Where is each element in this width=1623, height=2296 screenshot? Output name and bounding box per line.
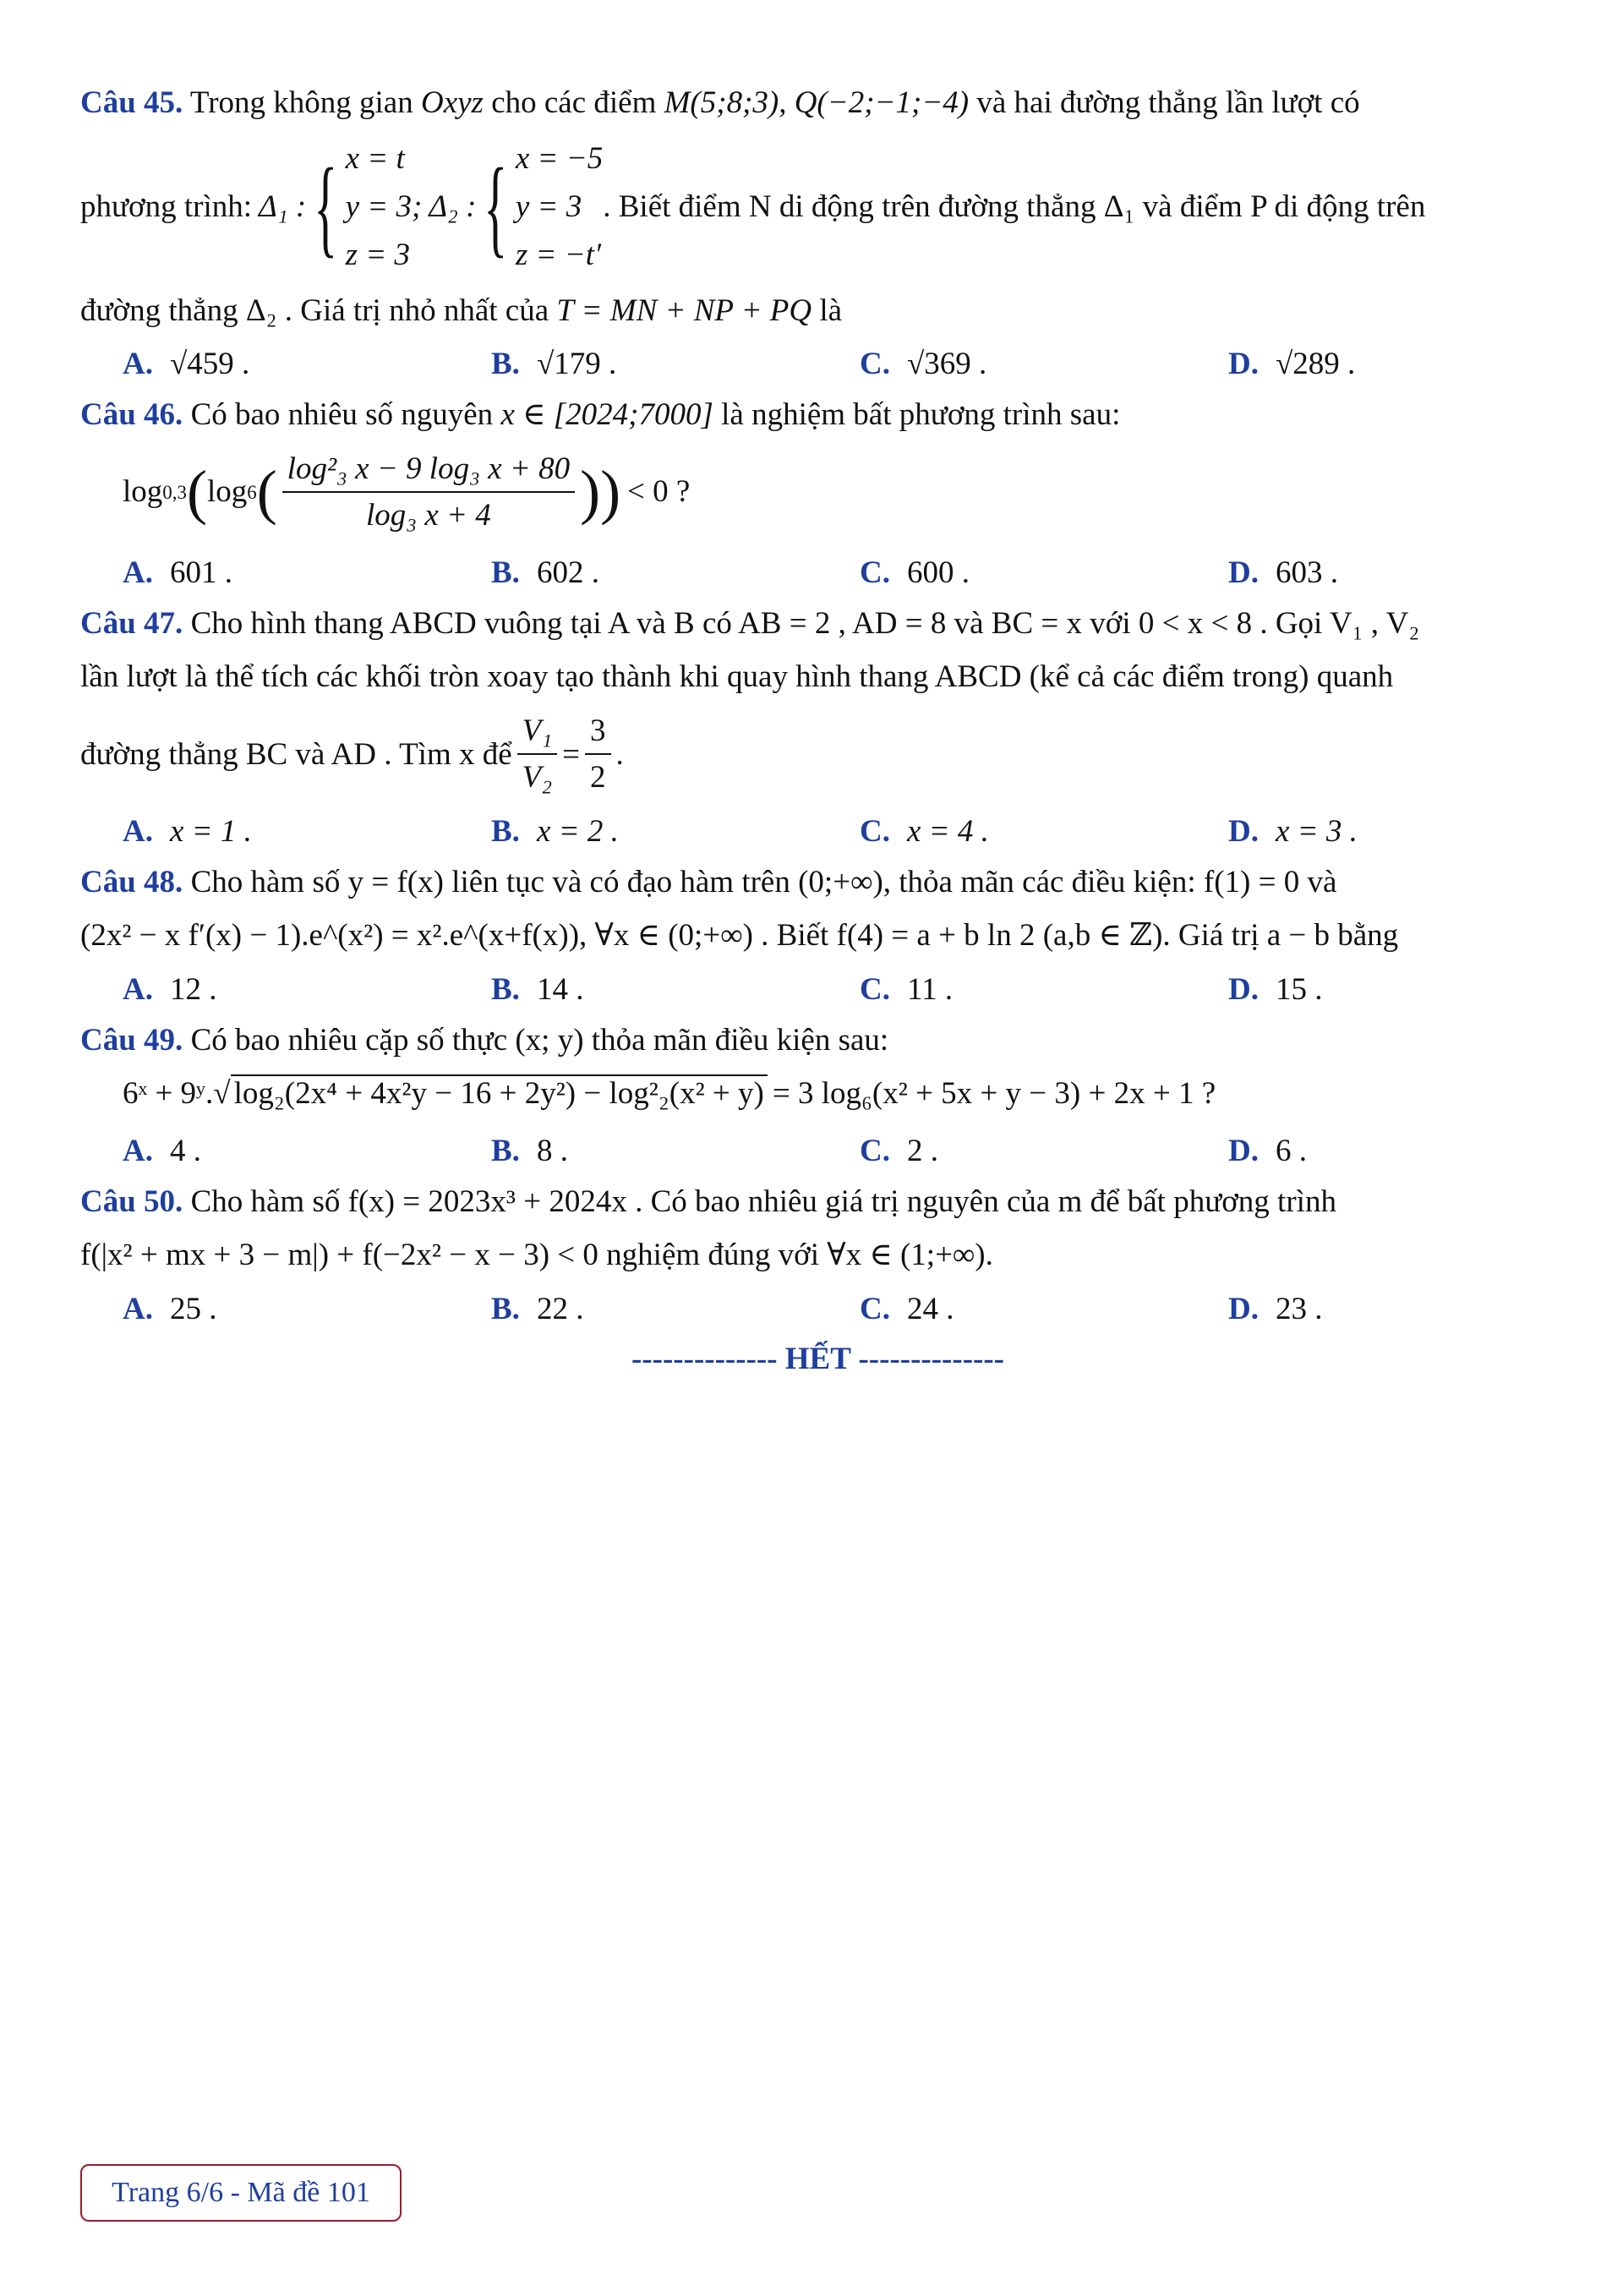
q47-text: lần lượt là thể tích các khối tròn xoay tạo thành khi quay hình thang ABCD (kể cả các điểm trong) quanh: [80, 659, 1394, 695]
log-outer: log: [123, 474, 163, 510]
line-delta-1-system: [306, 134, 422, 280]
q46-inequality: log 0,3 ( log 6 ( $\frac{\text{log²₃ x − 9 log₃ x + 80}}{\text{log₃ x + 4}}$ )) < 0 ?: [123, 446, 1555, 538]
log-outer-base: 0,3: [162, 481, 187, 503]
q50-text: Cho hàm số f(x) = 2023x³ + 2024x . Có bao nhiêu giá trị nguyên của m để bất phương trình: [183, 1184, 1336, 1219]
q45-text: đường thẳng Δ₂ . Giá trị nhỏ nhất của: [80, 292, 557, 328]
answer-choices: [80, 967, 1555, 1013]
question-label: Câu 49.: [80, 1022, 183, 1058]
fraction-denominator: V₂: [522, 760, 553, 795]
choice-b[interactable]: B. x = 2 .: [491, 814, 619, 850]
q46-fraction: [282, 446, 575, 538]
line-delta-1-label: Δ₁ :: [259, 189, 307, 224]
system-row: y = 3;: [345, 189, 423, 224]
brace: {: [314, 145, 338, 268]
q49-text: Có bao nhiêu cặp số thực (x; y) thỏa mãn điều kiện sau:: [183, 1022, 889, 1058]
q47-tail: .: [615, 736, 624, 772]
brace: {: [484, 145, 508, 268]
answer-choices: [80, 550, 1555, 596]
answer-choices: [80, 1129, 1555, 1174]
q46-line-1: [80, 392, 1555, 438]
choice-a[interactable]: A. √459 .: [123, 347, 250, 382]
q49-line-1: [80, 1018, 1555, 1063]
choice-a[interactable]: A. 4 .: [123, 1133, 201, 1168]
question-45: [80, 80, 1555, 387]
system-row: z = 3: [345, 238, 410, 273]
q49-lhs: 6ˣ + 9ʸ.: [123, 1076, 214, 1112]
q45-text: cho các điểm: [483, 85, 664, 120]
q45-points: M(5;8;3), Q(−2;−1;−4): [664, 85, 970, 120]
choice-b[interactable]: B. 8 .: [491, 1133, 568, 1168]
choice-d[interactable]: D. x = 3 .: [1228, 814, 1358, 850]
q45-text: và hai đường thẳng lần lượt có: [969, 85, 1360, 120]
choice-c[interactable]: C. x = 4 .: [860, 814, 989, 850]
choice-d[interactable]: D. 15 .: [1228, 972, 1323, 1007]
q49-equation: [123, 1071, 1555, 1117]
question-label: Câu 48.: [80, 864, 183, 899]
question-label: Câu 46.: [80, 396, 183, 432]
choice-d[interactable]: D. √289 .: [1228, 347, 1356, 382]
q45-expression: T = MN + NP + PQ: [556, 292, 812, 328]
q45-line-3: [80, 288, 1555, 334]
line-delta-2-label: Δ₂ :: [429, 189, 477, 224]
question-47: [80, 601, 1555, 855]
choice-d[interactable]: D. 23 .: [1228, 1291, 1323, 1326]
answer-choices: [80, 809, 1555, 855]
q45-text: là: [812, 292, 843, 328]
q50-text: f(|x² + mx + 3 − m|) + f(−2x² − x − 3) < 0 nghiệm đúng với ∀x ∈ (1;+∞).: [80, 1238, 993, 1273]
choice-c[interactable]: C. 600 .: [860, 555, 970, 590]
q45-line-2: [80, 134, 1555, 280]
q48-text: Cho hàm số y = f(x) liên tục và có đạo hàm trên (0;+∞), thỏa mãn các điều kiện: f(1) = 0 và: [183, 864, 1337, 899]
system-row: y = 3: [515, 189, 582, 224]
q46-text: Có bao nhiêu số nguyên: [183, 396, 501, 432]
choice-b[interactable]: B. 22 .: [491, 1291, 584, 1326]
q47-text: đường thẳng BC và AD . Tìm x để: [80, 736, 512, 772]
q50-line-1: [80, 1179, 1555, 1225]
volume-ratio: [517, 708, 557, 801]
system-row: z = −t′: [515, 238, 602, 273]
page-footer: Trang 6/6 - Mã đề 101: [80, 2164, 402, 2222]
choice-a[interactable]: A. x = 1 .: [123, 814, 252, 850]
question-label: Câu 45.: [80, 85, 183, 120]
question-48: [80, 860, 1555, 1013]
equals-sign: =: [562, 736, 581, 772]
choice-b[interactable]: B. √179 .: [491, 347, 617, 382]
fraction-denominator: 2: [590, 760, 606, 795]
q50-line-2: [80, 1233, 1555, 1278]
choice-b[interactable]: B. 14 .: [491, 972, 584, 1007]
choice-d[interactable]: D. 603 .: [1228, 555, 1338, 590]
q47-line-1: [80, 601, 1555, 647]
choice-a[interactable]: A. 601 .: [123, 555, 232, 590]
fraction-numerator: log²₃ x − 9 log₃ x + 80: [282, 446, 575, 494]
system-row: x = t: [345, 140, 405, 176]
log-inner: log: [206, 474, 248, 510]
choice-c[interactable]: C. 24 .: [860, 1291, 954, 1326]
q46-text: là nghiệm bất phương trình sau:: [713, 396, 1121, 432]
q48-line-1: [80, 860, 1555, 905]
choice-c[interactable]: C. 2 .: [860, 1133, 938, 1168]
end-marker: -------------- HẾT --------------: [631, 1342, 1004, 1377]
q47-line-3: [80, 708, 1555, 801]
q45-line-1: [80, 80, 1555, 126]
log-inner-base: 6: [247, 481, 257, 503]
ratio-value: [585, 708, 611, 801]
choice-a[interactable]: A. 12 .: [123, 972, 217, 1007]
question-label: Câu 47.: [80, 605, 183, 641]
q47-line-2: [80, 654, 1555, 700]
q46-domain: x ∈ [2024;7000]: [500, 396, 713, 432]
line-delta-2-system: [476, 134, 603, 280]
choice-c[interactable]: C. √369 .: [860, 347, 987, 382]
choice-b[interactable]: B. 602 .: [491, 555, 599, 590]
q47-text: Cho hình thang ABCD vuông tại A và B có AB = 2 , AD = 8 và BC = x với 0 < x < 8 . Gọi V₁ , V₂: [183, 605, 1420, 641]
choice-d[interactable]: D. 6 .: [1228, 1133, 1307, 1168]
question-49: [80, 1018, 1555, 1174]
question-46: [80, 392, 1555, 596]
answer-choices: [80, 1287, 1555, 1332]
answer-choices: [80, 342, 1555, 387]
choice-c[interactable]: C. 11 .: [860, 972, 954, 1007]
question-label: Câu 50.: [80, 1184, 183, 1219]
system-row: x = −5: [515, 140, 604, 176]
fraction-numerator: V₁: [517, 708, 557, 756]
q48-text: (2x² − x f′(x) − 1).e^(x²) = x².e^(x+f(x)), ∀x ∈ (0;+∞) . Biết f(4) = a + b ln 2 (a,b ∈ ℤ). Giá trị a − b bằng: [80, 918, 1399, 954]
q49-rhs: = 3 log₆(x² + 5x + y − 3) + 2x + 1 ?: [772, 1076, 1216, 1112]
q45-space: Oxyz: [420, 85, 484, 120]
q45-text: Trong không gian: [183, 85, 421, 120]
fraction-denominator: log₃ x + 4: [365, 498, 491, 533]
q45-text: phương trình:: [80, 189, 253, 224]
q48-line-2: [80, 913, 1555, 959]
fraction-numerator: 3: [585, 708, 611, 756]
sqrt-symbol: √: [213, 1076, 231, 1112]
q46-tail: < 0 ?: [627, 474, 691, 510]
sqrt-radicand: log₂(2x⁴ + 4x²y − 16 + 2y²) − log²₂(x² + y): [231, 1074, 768, 1111]
choice-a[interactable]: A. 25 .: [123, 1291, 217, 1326]
question-50: [80, 1179, 1555, 1332]
q45-text: . Biết điểm N di động trên đường thẳng Δ₁ và điểm P di động trên: [603, 189, 1426, 224]
exam-page: [80, 80, 1555, 1382]
